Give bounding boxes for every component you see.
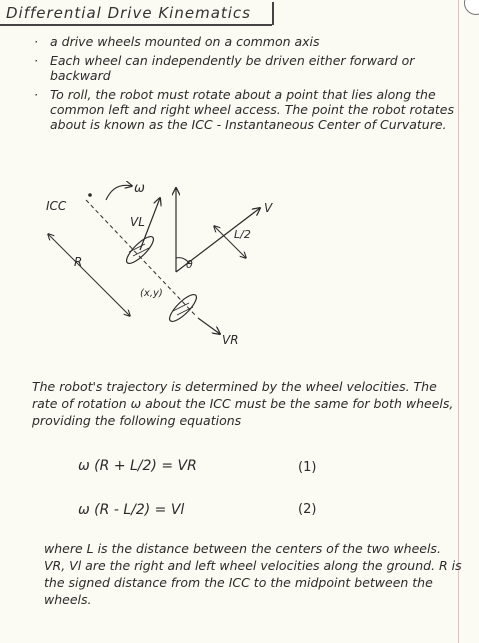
icc-point [88, 193, 92, 197]
r-label: R [74, 255, 83, 269]
vl-label: VL [130, 215, 145, 229]
bullet-item [30, 53, 460, 83]
omega-label: ω [134, 181, 145, 196]
bullet-text: To roll, the robot must rotate about a point that lies along the common left and right wheel access. The point the robot rotates about is known as the ICC - Instantaneous Center of Curvature. [50, 87, 454, 132]
bullet-text: a drive wheels mounted on a common axis [50, 34, 320, 49]
equation-2: ω (R - L/2) = Vl [78, 502, 185, 518]
vr-label: VR [222, 333, 239, 347]
title-box-edge [272, 2, 274, 25]
bullet-dot-icon: · [34, 34, 38, 49]
definition-paragraph: where L is the distance between the centers of the two wheels. VR, Vl are the right and left wheel velocities along the ground. R is the signed distance from the ICC to the midpoint between the wheels. [44, 541, 462, 607]
bullet-dot-icon: · [34, 87, 38, 102]
page-title: Differential Drive Kinematics [6, 4, 251, 22]
vr-arrow [198, 318, 220, 334]
equation-1-number: (1) [298, 460, 317, 475]
v-label: V [264, 201, 273, 215]
theta-label: θ [186, 258, 193, 271]
binder-hole-icon [464, 0, 479, 15]
bullet-dot-icon: · [34, 53, 38, 68]
r-dimension [48, 234, 130, 316]
bullet-list [30, 34, 460, 136]
trajectory-paragraph: The robot's trajectory is determined by the wheel velocities. The rate of rotation ω about the ICC must be the same for both wheels, providing the following equations [32, 379, 454, 428]
title-underline [0, 24, 272, 26]
xy-label: (x,y) [140, 288, 163, 299]
bullet-item [30, 87, 460, 132]
half-l-label: L/2 [234, 228, 251, 241]
equation-1: ω (R + L/2) = VR [78, 458, 197, 474]
icc-label: ICC [46, 199, 67, 213]
differential-drive-diagram [28, 168, 348, 373]
bullet-item [30, 34, 460, 49]
right-wheel [166, 291, 200, 325]
omega-arrow [106, 185, 132, 200]
equation-2-number: (2) [298, 502, 317, 517]
bullet-text: Each wheel can independently be driven either forward or backward [50, 53, 415, 83]
